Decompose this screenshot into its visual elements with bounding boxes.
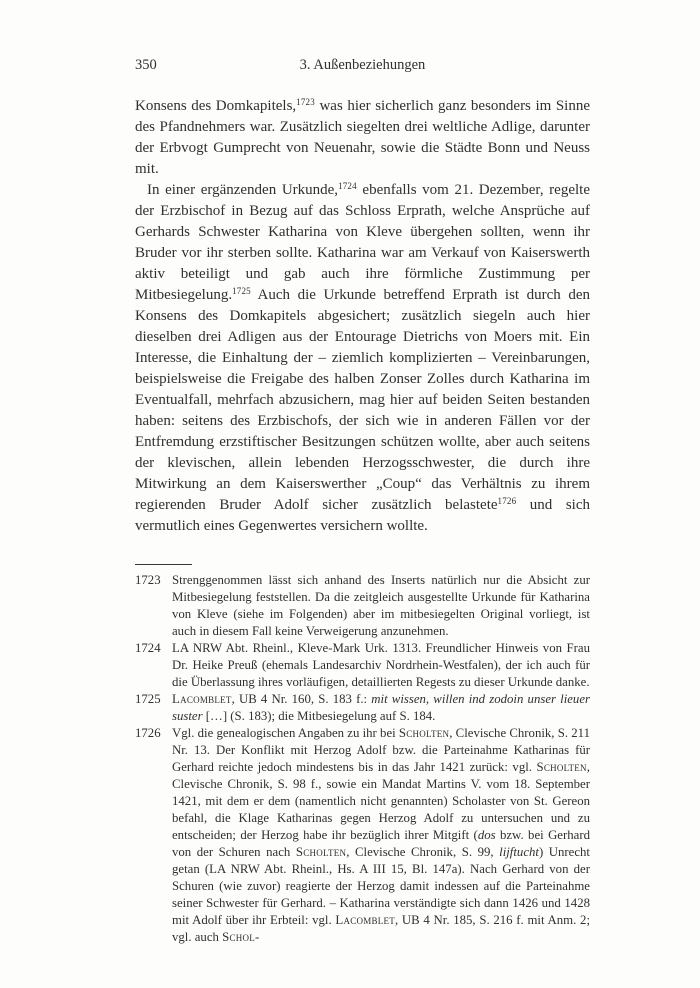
body-text [135,96,590,537]
footnote-text [172,572,590,640]
body-paragraph [135,96,590,180]
footnote-number: 1726 [135,726,161,740]
text-run: , UB 4 Nr. 160, S. 183 f.: [231,692,372,706]
text-run: bzw. bei Gerhard von der Schuren nach [172,828,590,859]
text-run: LA NRW Abt. Rheinl., Kleve-Mark Urk. 1313. Freundlicher Hinweis von Frau Dr. Heike Preuß (ehemals Landesarchiv Nordrhein-Westfalen), der ich auch für die Überlassung ihres vorläufigen, detaillierten Regests zu dieser Urkunde danke. [172,641,590,689]
text-run: ) Unrecht getan (LA NRW Abt. Rheinl., Hs. A III 15, Bl. 147a). Nach Gerhard von der Schuren (wie zuvor) reagierte der Herzog damit indessen auf die Parteinahme seiner Schwester für Gerhard. – Katharina verständigte sich dann 1426 und 1428 mit Adolf über ihr Erbteil: vgl. [172,845,590,927]
footnote-separator [135,564,192,565]
text-run: dos [477,828,496,842]
footnote-item [135,640,590,691]
text-run: Scholten [398,726,450,740]
text-run: Konsens des Domkapitels, [135,98,297,114]
text-run: lijftucht [499,845,539,859]
footnote-number: 1724 [135,641,161,655]
text-column [135,55,590,946]
text-run: In einer ergänzenden Urkunde, [147,182,339,198]
text-run: mit wissen, willen ind zodoin unser lieuer suster [172,692,590,723]
text-run: , UB 4 Nr. 185, S. 216 f. mit Anm. 2; vgl. auch [172,913,590,944]
footnote-text [172,725,590,946]
page-number: 350 [135,57,157,73]
footnote-ref: 1723 [296,97,315,108]
footnote-item [135,725,590,946]
text-run: , Clevische Chronik, S. 99, [346,845,500,859]
text-run: ebenfalls vom 21. Dezember, regelte der Erzbischof in Bezug auf das Schloss Erprath, welche Ansprüche auf Gerhards Schwester Katharina von Kleve übergehen sollten, wenn ihr Bruder vor ihr sterben sollte. Katharina war am Verkauf von Kaiserswerth aktiv beteiligt und gab auch ihre förmliche Zustimmung per Mitbesiegelung. [135,182,590,303]
text-run: Scholten [536,760,587,774]
text-run: was hier sicherlich ganz besonders im Sinne des Pfandnehmers war. Zusätzlich siegelten drei weltliche Adlige, darunter der Erbvogt Gumprecht von Neuenahr, sowie die Städte Bonn und Neuss mit. [135,98,590,177]
footnote-item [135,691,590,725]
footnote-number: 1723 [135,573,161,587]
text-run: und sich vermutlich eines Gegenwertes versichern wollte. [135,497,590,534]
text-run: Lacomblet [335,913,396,927]
footnote-text [172,691,590,725]
text-run: , Clevische Chronik, S. 98 f., sowie ein Mandat Martins V. vom 18. September 1421, mit dem er dem (namentlich nicht genannten) Scholaster von St. Gereon befahl, die Klage Katharinas gegen Herzog Adolf zu untersuchen und zu entscheiden; der Herzog habe ihr bezüglich ihrer Mitgift ( [172,760,590,842]
footnote-item [135,572,590,640]
text-run: , Clevische Chronik, S. 211 Nr. 13. Der Konflikt mit Herzog Adolf bzw. die Parteinahme Katharinas für Gerhard reichte jedoch mindestens bis in das Jahr 1421 zurück: vgl. [172,726,590,774]
footnote-list [135,572,590,946]
text-run: Schol- [222,930,260,944]
page-header [135,55,590,75]
text-run: Lacomblet [172,692,232,706]
footnote-ref: 1725 [232,286,251,297]
running-title: 3. Außenbeziehungen [299,57,426,73]
text-run: […] (S. 183); die Mitbesiegelung auf S. 184. [202,709,436,723]
footnote-ref: 1726 [497,496,517,507]
footnote-number: 1725 [135,692,161,706]
text-run: Strenggenommen lässt sich anhand des Inserts natürlich nur die Absicht zur Mitbesiegelung feststellen. Da die zeitgleich ausgestellte Urkunde für Katharina von Kleve (siehe im Folgenden) aber im mitbesiegelten Original vorliegt, ist auch in diesem Fall keine Verweigerung anzunehmen. [172,573,590,638]
text-run: Scholten [295,845,347,859]
text-run: Vgl. die genealogischen Angaben zu ihr bei [172,726,399,740]
footnote-ref: 1724 [338,181,357,192]
body-paragraph [135,180,590,537]
footnote-text [172,640,590,691]
text-run: Auch die Urkunde betreffend Erprath ist durch den Konsens des Domkapitels abgesichert; zusätzlich siegeln auch hier dieselben drei Adligen aus der Entourage Dietrichs von Moers mit. Ein Interesse, die Einhaltung der – ziemlich komplizierten – Vereinbarungen, beispielsweise die Freigabe des halben Zonser Zolles durch Katharina im Eventualfall, mehrfach abzusichern, mag hier auf beiden Seiten bestanden haben: seitens des Erzbischofs, der sich wie in anderen Fällen vor der Entfremdung erzstiftischer Besitzungen schützen wollte, aber auch seitens der klevischen, allein lebenden Herzogsschwester, die durch ihre Mitwirkung an dem Kaiserswerther „Coup“ das Verhältnis zu ihrem regierenden Bruder Adolf sicher zusätzlich belastete [135,287,590,513]
